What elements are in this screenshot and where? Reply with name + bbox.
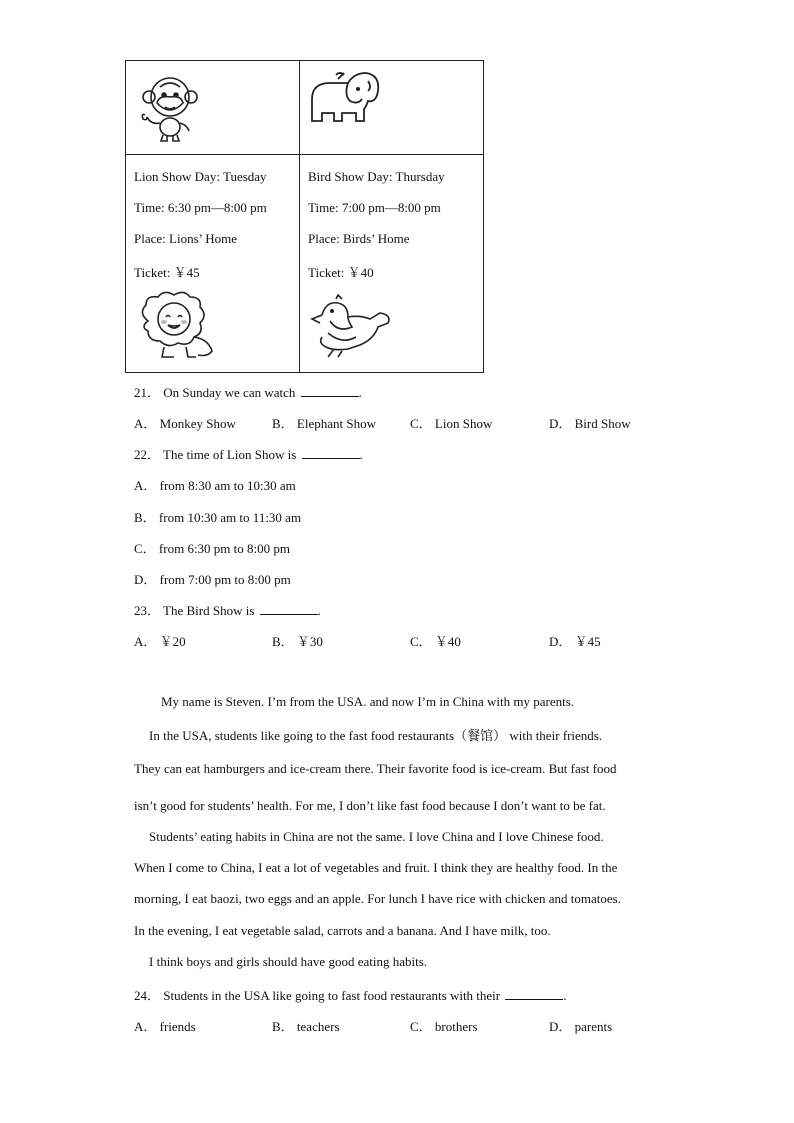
question-21: 21． On Sunday we can watch .: [134, 385, 362, 400]
passage-line: In the USA, students like going to the fast food restaurants（餐馆） with their friends.: [149, 728, 603, 743]
option-21-b[interactable]: B． Elephant Show: [272, 416, 376, 431]
passage-line: isn’t good for students’ health. For me, I don’t like fast food because I don’t want to be fat.: [134, 798, 606, 813]
passage-line: Students’ eating habits in China are not the same. I love China and I love Chinese food.: [149, 829, 604, 844]
lion-show-ticket: Ticket: ￥45: [134, 265, 200, 280]
bird-show-time: Time: 7:00 pm—8:00 pm: [308, 200, 441, 215]
question-23-stem: 23． The Bird Show is: [134, 603, 255, 618]
passage-line: morning, I eat baozi, two eggs and an apple. For lunch I have rice with chicken and tomatoes.: [134, 891, 621, 906]
answer-blank: [260, 604, 318, 615]
lion-show-day: Lion Show Day: Tuesday: [134, 169, 267, 184]
option-21-a[interactable]: A． Monkey Show: [134, 416, 236, 431]
question-24-stem: 24． Students in the USA like going to fast food restaurants with their: [134, 988, 501, 1003]
answer-blank: [301, 386, 359, 397]
table-divider-horizontal: [126, 154, 483, 155]
passage-line: My name is Steven. I’m from the USA. and now I’m in China with my parents.: [161, 694, 575, 709]
bird-icon: [308, 293, 394, 359]
answer-blank: [302, 448, 360, 459]
option-21-c[interactable]: C． Lion Show: [410, 416, 493, 431]
option-24-b[interactable]: B． teachers: [272, 1019, 340, 1034]
option-22-b[interactable]: B． from 10:30 am to 11:30 am: [134, 510, 302, 525]
elephant-icon: [308, 69, 384, 129]
option-24-d[interactable]: D． parents: [549, 1019, 613, 1034]
bird-show-ticket: Ticket: ￥40: [308, 265, 374, 280]
question-22-stem: 22． The time of Lion Show is: [134, 447, 297, 462]
passage-line: In the evening, I eat vegetable salad, carrots and a banana. And I have milk, too.: [134, 923, 551, 938]
option-23-a[interactable]: A． ￥20: [134, 634, 186, 649]
monkey-icon: [135, 73, 205, 145]
option-24-a[interactable]: A． friends: [134, 1019, 196, 1034]
option-23-b[interactable]: B． ￥30: [272, 634, 323, 649]
passage-line: When I come to China, I eat a lot of vegetables and fruit. I think they are healthy food. In the: [134, 860, 618, 875]
lion-icon: [134, 291, 224, 361]
table-divider-vertical: [299, 61, 300, 372]
option-22-c[interactable]: C． from 6:30 pm to 8:00 pm: [134, 541, 291, 556]
bird-show-day: Bird Show Day: Thursday: [308, 169, 445, 184]
passage-line: They can eat hamburgers and ice-cream there. Their favorite food is ice-cream. But fast food: [134, 761, 617, 776]
bird-show-place: Place: Birds’ Home: [308, 231, 410, 246]
option-22-a[interactable]: A． from 8:30 am to 10:30 am: [134, 478, 296, 493]
lion-show-place: Place: Lions’ Home: [134, 231, 238, 246]
question-22: 22． The time of Lion Show is .: [134, 447, 363, 462]
option-22-d[interactable]: D． from 7:00 pm to 8:00 pm: [134, 572, 291, 587]
option-21-d[interactable]: D． Bird Show: [549, 416, 631, 431]
question-23: 23． The Bird Show is .: [134, 603, 321, 618]
question-21-stem: 21． On Sunday we can watch: [134, 385, 296, 400]
answer-blank: [505, 989, 563, 1000]
option-23-d[interactable]: D． ￥45: [549, 634, 601, 649]
option-23-c[interactable]: C． ￥40: [410, 634, 461, 649]
option-24-c[interactable]: C． brothers: [410, 1019, 478, 1034]
lion-show-time: Time: 6:30 pm—8:00 pm: [134, 200, 267, 215]
show-schedule-table: [125, 60, 484, 373]
question-24: 24． Students in the USA like going to fast food restaurants with their .: [134, 988, 567, 1003]
passage-line: I think boys and girls should have good eating habits.: [149, 954, 428, 969]
